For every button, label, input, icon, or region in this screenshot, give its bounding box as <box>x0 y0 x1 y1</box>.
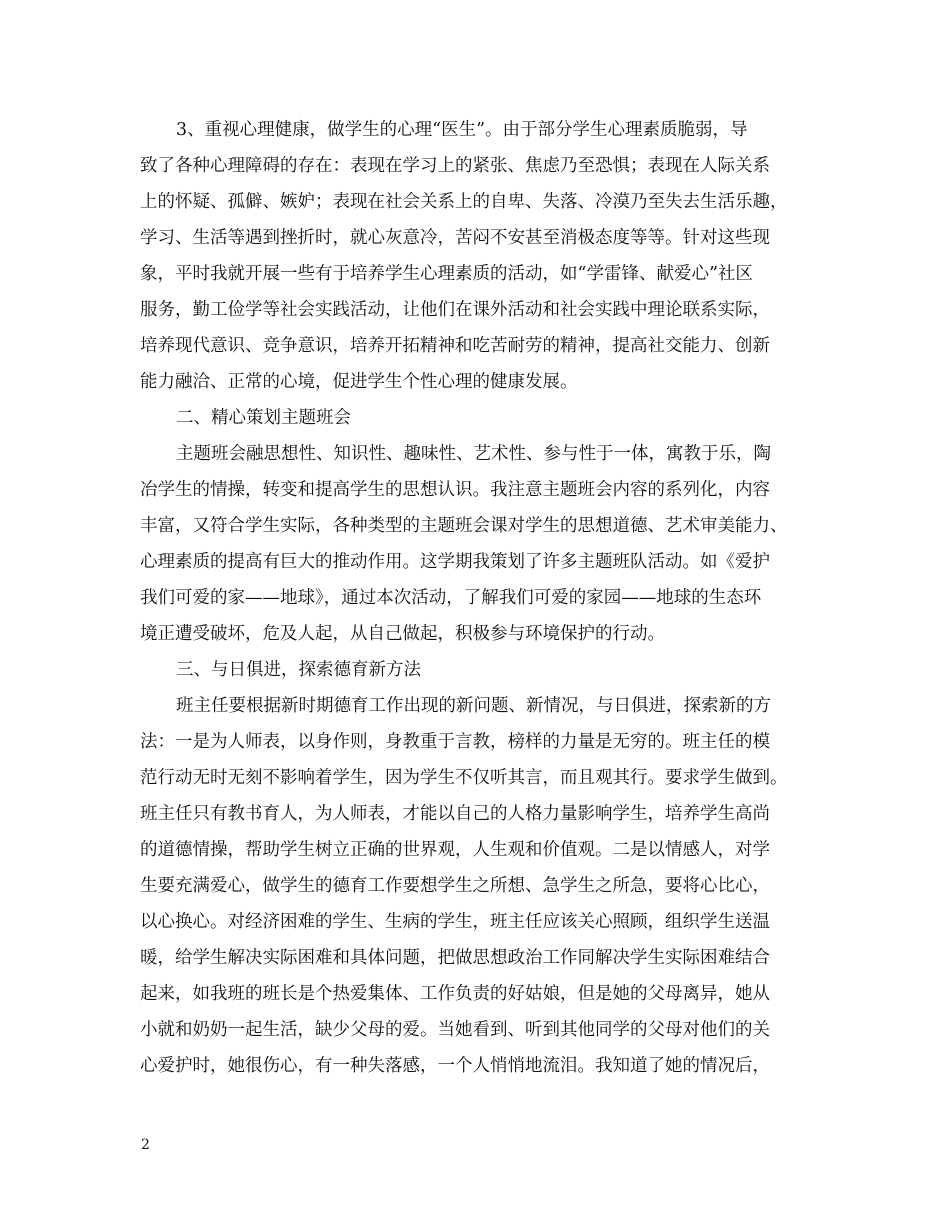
page-number: 2 <box>141 1137 150 1153</box>
text-line: 生要充满爱心，做学生的德育工作要想学生之所想、急学生之所急，要将心比心， <box>140 876 770 896</box>
text-line: 法：一是为人师表，以身作则，身教重于言教，榜样的力量是无穷的。班主任的模 <box>140 732 770 752</box>
text-line: 象，平时我就开展一些有于培养学生心理素质的活动，如“学雷锋、献爱心”社区 <box>140 264 753 284</box>
text-line: 暖，给学生解决实际困难和具体问题，把做思想政治工作同解决学生实际困难结合 <box>140 948 770 968</box>
text-line: 班主任要根据新时期德育工作出现的新问题、新情况，与日俱进，探索新的方 <box>176 696 771 716</box>
text-line: 的道德情操，帮助学生树立正确的世界观，人生观和价值观。二是以情感人，对学 <box>140 840 770 860</box>
text-line: 班主任只有教书育人，为人师表，才能以自己的人格力量影响学生，培养学生高尚 <box>140 804 770 824</box>
text-line: 我们可爱的家——地球》，通过本次活动，了解我们可爱的家园——地球的生态环 <box>140 588 762 608</box>
text-line: 3、重视心理健康，做学生的心理“医生”。由于部分学生心理素质脆弱，导 <box>176 120 748 140</box>
text-line: 心爱护时，她很伤心，有一种失落感，一个人悄悄地流泪。我知道了她的情况后， <box>140 1056 770 1076</box>
section-heading: 三、与日俱进，探索德育新方法 <box>176 660 421 680</box>
text-line: 丰富，又符合学生实际，各种类型的主题班会课对学生的思想道德、艺术审美能力、 <box>140 516 788 536</box>
text-line: 心理素质的提高有巨大的推动作用。这学期我策划了许多主题班队活动。如《爱护 <box>140 552 770 572</box>
text-line: 起来，如我班的班长是个热爱集体、工作负责的好姑娘，但是她的父母离异，她从 <box>140 984 770 1004</box>
text-line: 境正遭受破坏，危及人起，从自己做起，积极参与环境保护的行动。 <box>140 624 665 644</box>
text-line: 服务，勤工俭学等社会实践活动，让他们在课外活动和社会实践中理论联系实际， <box>140 300 770 320</box>
text-line: 冶学生的情操，转变和提高学生的思想认识。我注意主题班会内容的系列化，内容 <box>140 480 770 500</box>
text-line: 致了各种心理障碍的存在：表现在学习上的紧张、焦虑乃至恐惧；表现在人际关系 <box>140 156 770 176</box>
text-line: 范行动无时无刻不影响着学生，因为学生不仅听其言，而且观其行。要求学生做到。 <box>140 768 788 788</box>
text-line: 培养现代意识、竞争意识，培养开拓精神和吃苦耐劳的精神，提高社交能力、创新 <box>140 336 770 356</box>
text-line: 能力融洽、正常的心境，促进学生个性心理的健康发展。 <box>140 372 578 392</box>
text-line: 主题班会融思想性、知识性、趣味性、艺术性、参与性于一体，寓教于乐，陶 <box>176 444 771 464</box>
text-line: 上的怀疑、孤僻、嫉妒；表现在社会关系上的自卑、失落、冷漠乃至失去生活乐趣， <box>140 192 788 212</box>
section-heading: 二、精心策划主题班会 <box>176 408 351 428</box>
text-line: 小就和奶奶一起生活，缺少父母的爱。当她看到、听到其他同学的父母对他们的关 <box>140 1020 770 1040</box>
text-line: 以心换心。对经济困难的学生、生病的学生，班主任应该关心照顾，组织学生送温 <box>140 912 770 932</box>
text-line: 学习、生活等遇到挫折时，就心灰意冷，苦闷不安甚至消极态度等等。针对这些现 <box>140 228 770 248</box>
